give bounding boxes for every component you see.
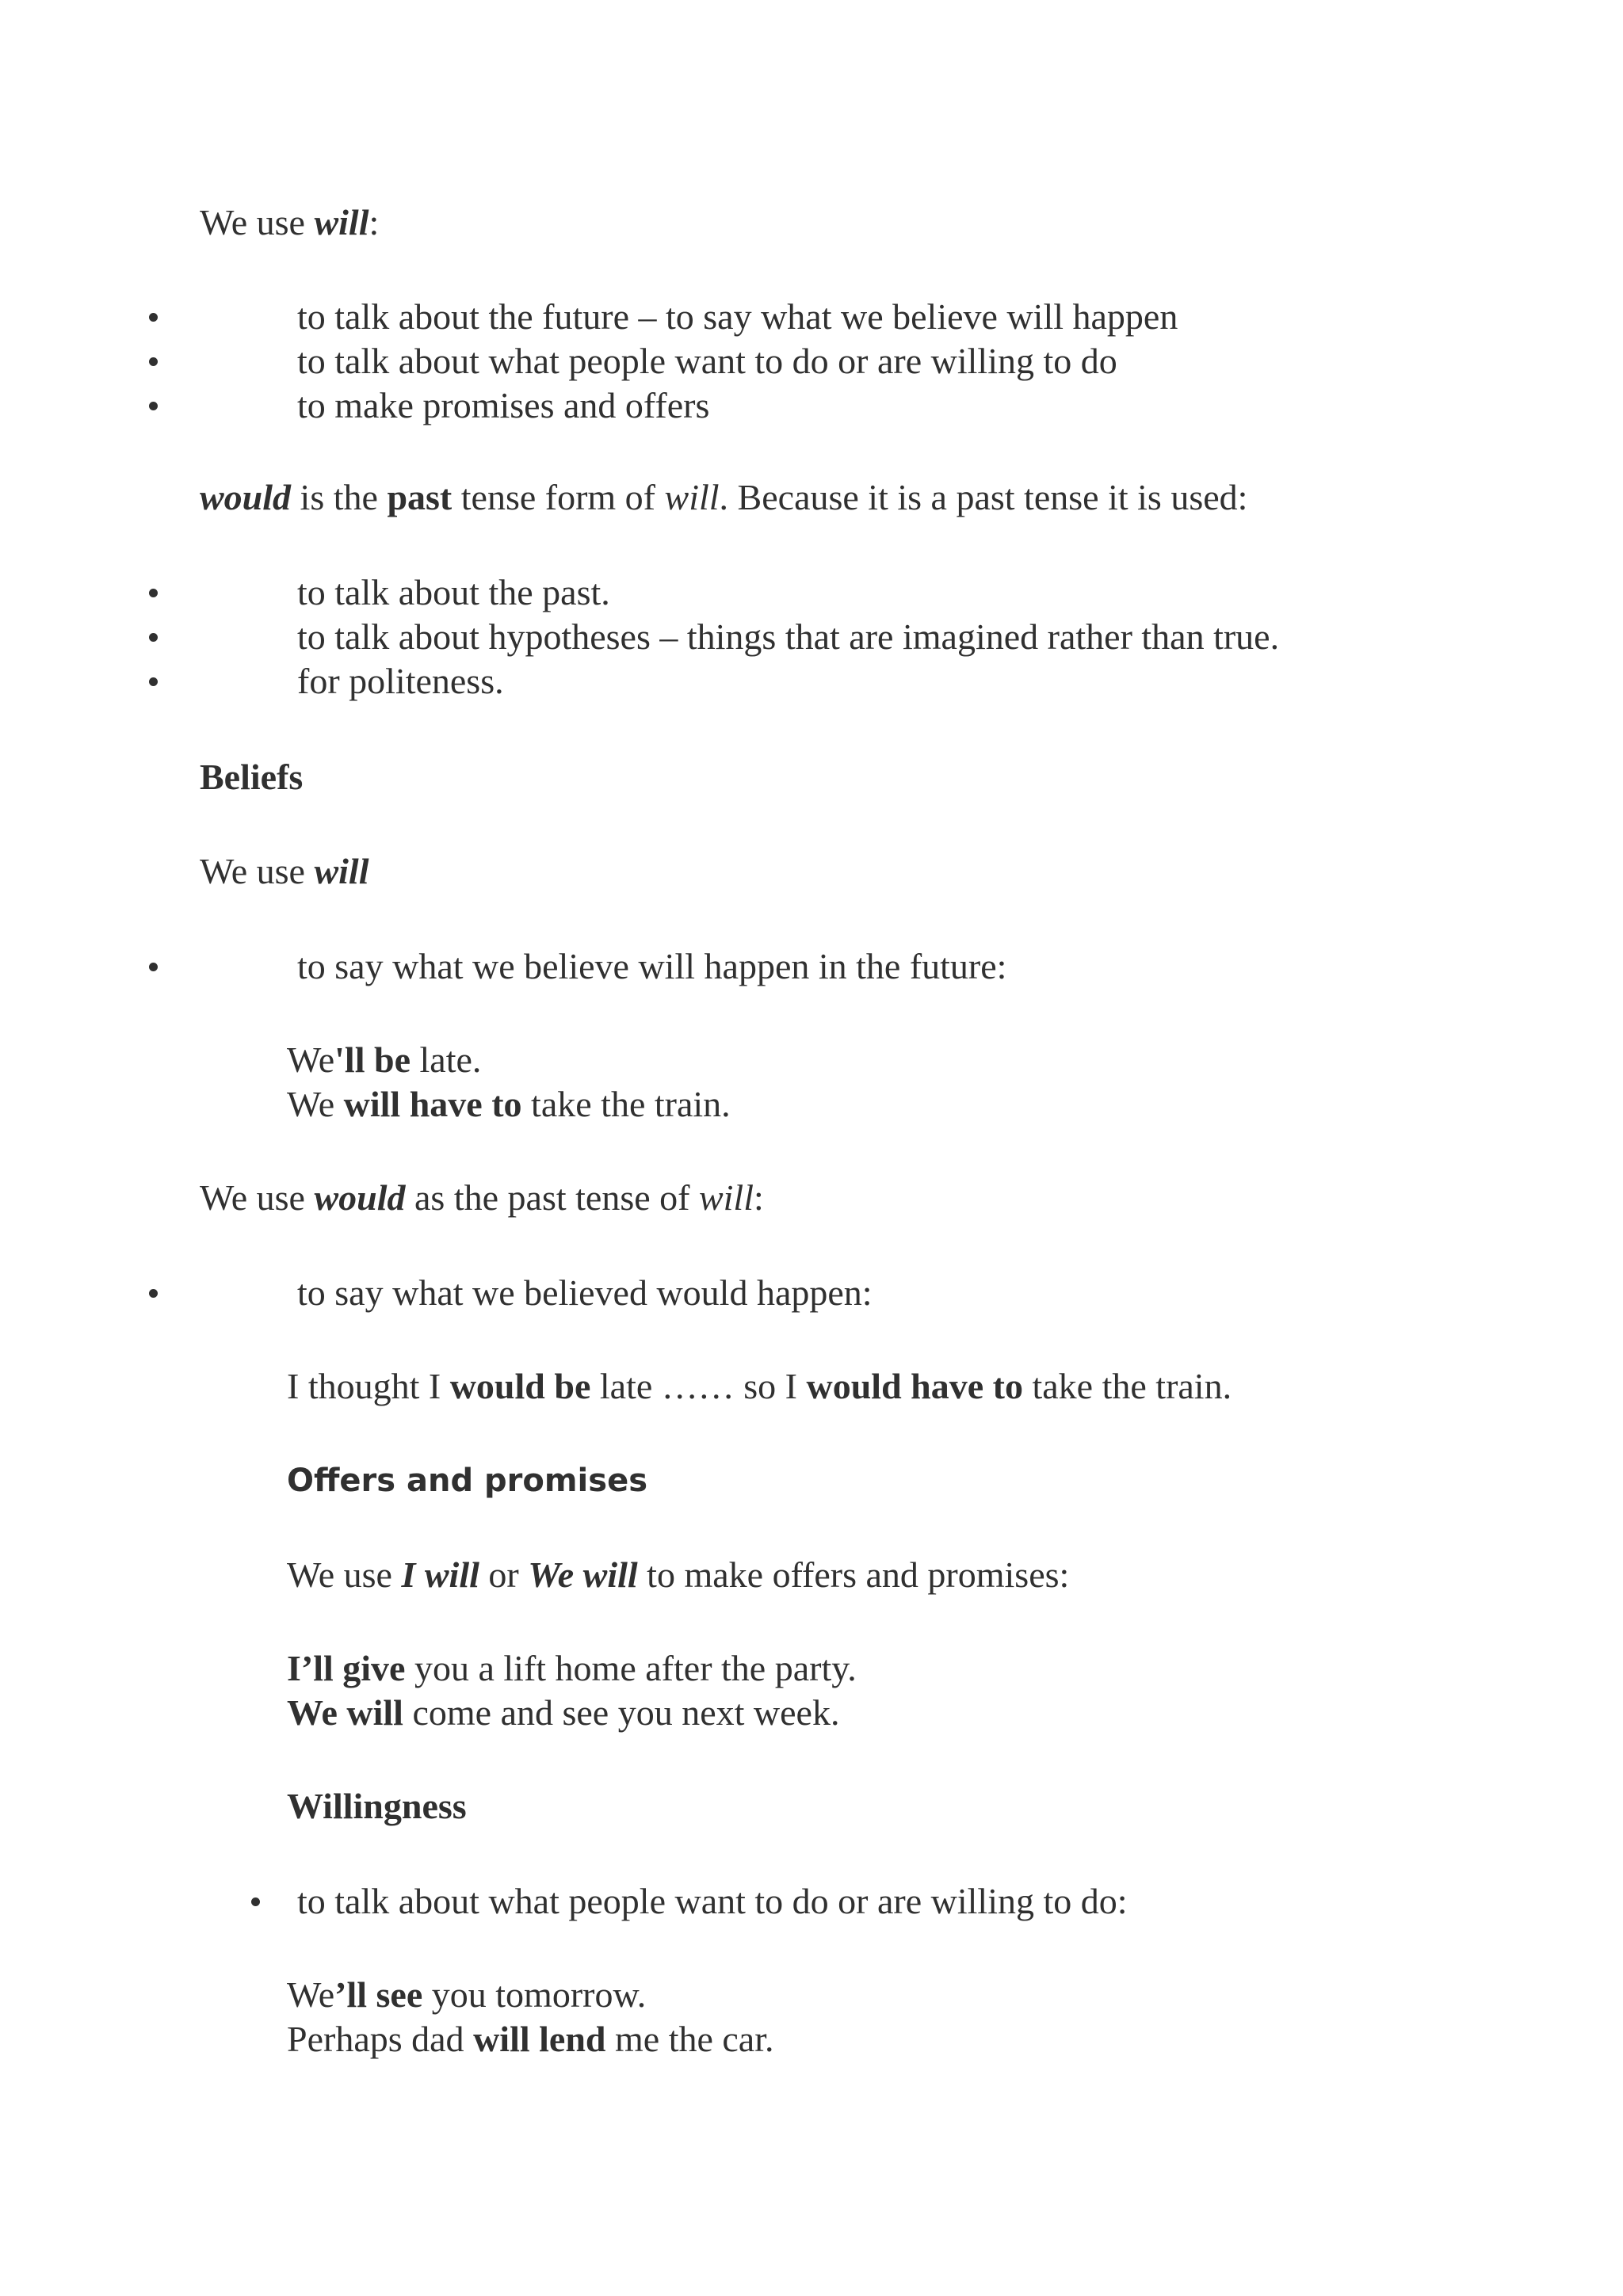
offers-intro-line: We use I will or We will to make offers and promises: (287, 1554, 1070, 1595)
would-use-item: to talk about the past. (297, 572, 610, 612)
beliefs-heading: Beliefs (200, 757, 304, 797)
beliefs-example-3: I thought I would be late …… so I would have to take the train. (287, 1366, 1232, 1406)
bullet-icon (149, 357, 158, 366)
bullet-icon (149, 963, 158, 971)
willingness-heading: Willingness (287, 1786, 467, 1826)
will-use-item: to talk about what people want to do or are willing to do (297, 341, 1117, 381)
will-use-item: to talk about the future – to say what we believe will happen (297, 296, 1178, 337)
bullet-icon (149, 1289, 158, 1298)
bullet-icon (149, 633, 158, 642)
would-use-item: to talk about hypotheses – things that are imagined rather than true. (297, 616, 1280, 657)
willingness-example-1: We’ll see you tomorrow. (287, 1974, 647, 2015)
bullet-icon (149, 313, 158, 322)
willingness-bullet: to talk about what people want to do or are willing to do: (297, 1881, 1128, 1921)
beliefs-past-intro-line: We use would as the past tense of will: (200, 1177, 764, 1218)
bullet-icon (149, 589, 158, 597)
beliefs-example-1: We'll be late. (287, 1039, 482, 1080)
willingness-example-2: Perhaps dad will lend me the car. (287, 2019, 774, 2059)
bullet-icon (149, 677, 158, 686)
beliefs-intro-line: We use will (200, 851, 369, 891)
beliefs-bullet: to say what we believe will happen in the future: (297, 946, 1007, 986)
will-use-item: to make promises and offers (297, 385, 710, 425)
would-use-item: for politeness. (297, 661, 504, 701)
beliefs-past-bullet: to say what we believed would happen: (297, 1272, 873, 1313)
offers-heading: Offers and promises (287, 1463, 647, 1499)
bullet-icon (251, 1897, 260, 1906)
would-intro-line: would is the past tense form of will. Because it is a past tense it is used: (200, 477, 1248, 517)
intro-will-line: We use will: (200, 202, 380, 242)
bullet-icon (149, 402, 158, 410)
offers-example-1: I’ll give you a lift home after the party. (287, 1648, 857, 1688)
offers-example-2: We will come and see you next week. (287, 1692, 840, 1733)
beliefs-example-2: We will have to take the train. (287, 1084, 731, 1124)
